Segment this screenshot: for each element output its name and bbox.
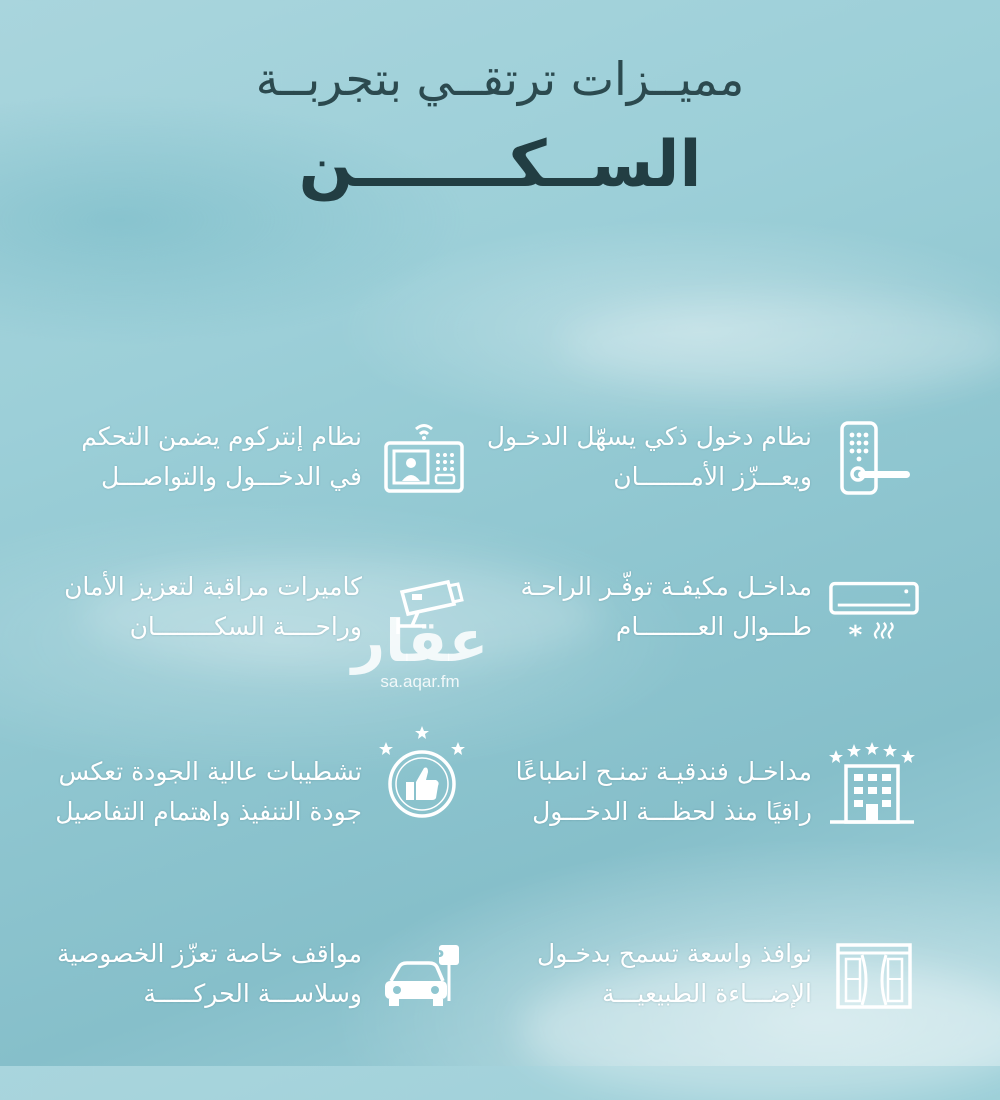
feature-air-conditioned-entrances [490,563,920,663]
feature-air-conditioned-line2: طـــوال العــــــــام [615,612,812,641]
feature-wide-windows [490,930,920,1030]
feature-private-parking-line1: مواقف خاصة تعزّز الخصوصية [57,939,362,968]
air-conditioner-icon [828,563,920,655]
feature-quality-finishes [40,748,470,848]
feature-hotel-entrances-line2: راقيًا منذ لحظـــة الدخـــول [532,797,812,826]
feature-hotel-entrances-line1: مداخـل فندقيـة تمنـح انطباعًا [515,757,812,786]
feature-intercom [40,413,470,513]
feature-smart-entry-line1: نظام دخول ذكي يسهّل الدخـول [486,422,812,451]
intercom-icon [378,413,470,505]
feature-hotel-entrances [490,748,920,848]
feature-quality-finishes-line2: جودة التنفيذ واهتمام التفاصيل [55,797,362,826]
feature-quality-finishes-line1: تشطيبات عالية الجودة تعكس [58,757,362,786]
aqar-logo: عقار [351,607,489,675]
feature-wide-windows-line2: الإضـــاءة الطبيعيـــة [602,979,812,1008]
feature-intercom-line2: في الدخـــول والتواصـــل [100,462,362,491]
feature-private-parking [40,930,470,1030]
window-icon [828,930,920,1022]
page-title-line1: مميــزات ترتقــي بتجربــة [255,52,745,106]
feature-smart-entry-line2: ويعـــزّز الأمـــــــان [613,462,812,491]
feature-security-cameras-line1: كاميرات مراقبة لتعزيز الأمان [64,572,362,601]
page-title-line2: الســكـــــــن [298,128,702,202]
svg-text:P: P [433,947,444,965]
feature-private-parking-line2: وسلاســـة الحركـــــة [143,979,362,1008]
feature-wide-windows-line1: نوافذ واسعة تسمح بدخـول [537,939,812,968]
hotel-building-icon [824,734,920,830]
feature-intercom-line1: نظام إنتركوم يضمن التحكم [81,422,362,451]
smart-lock-icon [828,413,920,505]
quality-thumbs-up-icon [374,724,470,820]
aqar-url: sa.aqar.fm [380,672,460,691]
feature-smart-entry [486,413,920,513]
aqar-watermark [340,607,500,700]
parking-car-icon [378,930,470,1022]
feature-security-cameras-line2: وراحــــة السكــــــــان [129,612,362,641]
feature-air-conditioned-line1: مداخـل مكيفـة توفّـر الراحـة [520,572,812,601]
